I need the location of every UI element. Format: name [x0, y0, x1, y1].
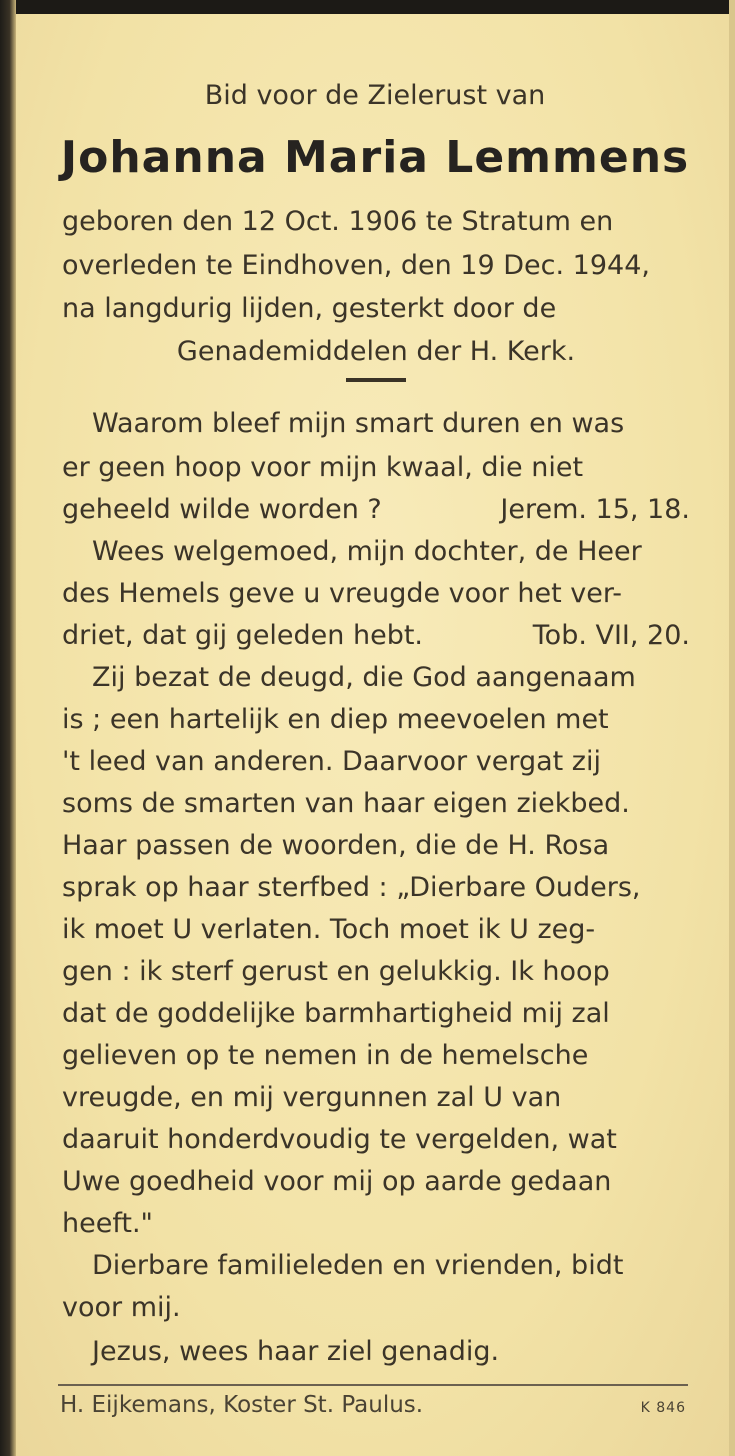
tribute-line-12: daaruit honderdvoudig te vergelden, wat	[62, 1124, 617, 1155]
bio-line-1: geboren den 12 Oct. 1906 te Stratum en	[62, 206, 614, 237]
bio-line-3: na langdurig lijden, gesterkt door de	[62, 293, 557, 324]
deceased-name: Johanna Maria Lemmens	[60, 132, 690, 183]
footer-rule	[58, 1384, 688, 1386]
tribute-line-6: sprak op haar sterfbed : „Dierbare Ouders,	[62, 872, 641, 903]
tribute-line-11: vreugde, en mij vergunnen zal U van	[62, 1082, 562, 1113]
quote2-line-3: driet, dat gij geleden hebt.	[62, 620, 424, 651]
quote2-line-1: Wees welgemoed, mijn dochter, de Heer	[92, 536, 642, 567]
heading: Bid voor de Zielerust van	[204, 80, 546, 111]
tribute-line-1: Zij bezat de deugd, die God aangenaam	[92, 662, 636, 693]
card-top-edge	[0, 0, 735, 14]
plea-line-2: voor mij.	[62, 1292, 181, 1323]
quote2-reference: Tob. VII, 20.	[532, 620, 690, 651]
print-code: K 846	[640, 1400, 686, 1416]
tribute-line-10: gelieven op te nemen in de hemelsche	[62, 1040, 589, 1071]
quote1-line-2: er geen hoop voor mijn kwaal, die niet	[62, 452, 584, 483]
quote1-line-3: geheeld wilde worden ?	[62, 494, 382, 525]
bio-line-4: Genademiddelen der H. Kerk.	[176, 336, 576, 367]
tribute-line-13: Uwe goedheid voor mij op aarde gedaan	[62, 1166, 612, 1197]
closing-line: Jezus, wees haar ziel genadig.	[92, 1336, 500, 1367]
tribute-line-5: Haar passen de woorden, die de H. Rosa	[62, 830, 610, 861]
card-right-edge	[729, 0, 735, 1456]
tribute-line-4: soms de smarten van haar eigen ziekbed.	[62, 788, 630, 819]
quote1-line-1: Waarom bleef mijn smart duren en was	[92, 408, 625, 439]
card-left-edge	[0, 0, 16, 1456]
printer-credit: H. Eijkemans, Koster St. Paulus.	[60, 1392, 424, 1418]
tribute-line-7: ik moet U verlaten. Toch moet ik U zeg-	[62, 914, 596, 945]
footer	[60, 1392, 686, 1418]
quote2-line-2: des Hemels geve u vreugde voor het ver-	[62, 578, 622, 609]
plea-line-1: Dierbare familieleden en vrienden, bidt	[92, 1250, 624, 1281]
quote1-reference: Jerem. 15, 18.	[500, 494, 690, 525]
bio-line-2: overleden te Eindhoven, den 19 Dec. 1944,	[62, 250, 650, 281]
tribute-line-8: gen : ik sterf gerust en gelukkig. Ik hoop	[62, 956, 610, 987]
tribute-line-3: 't leed van anderen. Daarvoor vergat zij	[62, 746, 601, 777]
tribute-line-2: is ; een hartelijk en diep meevoelen met	[62, 704, 609, 735]
divider-rule	[346, 378, 406, 382]
tribute-line-9: dat de goddelijke barmhartigheid mij zal	[62, 998, 610, 1029]
tribute-line-14: heeft."	[62, 1208, 153, 1239]
